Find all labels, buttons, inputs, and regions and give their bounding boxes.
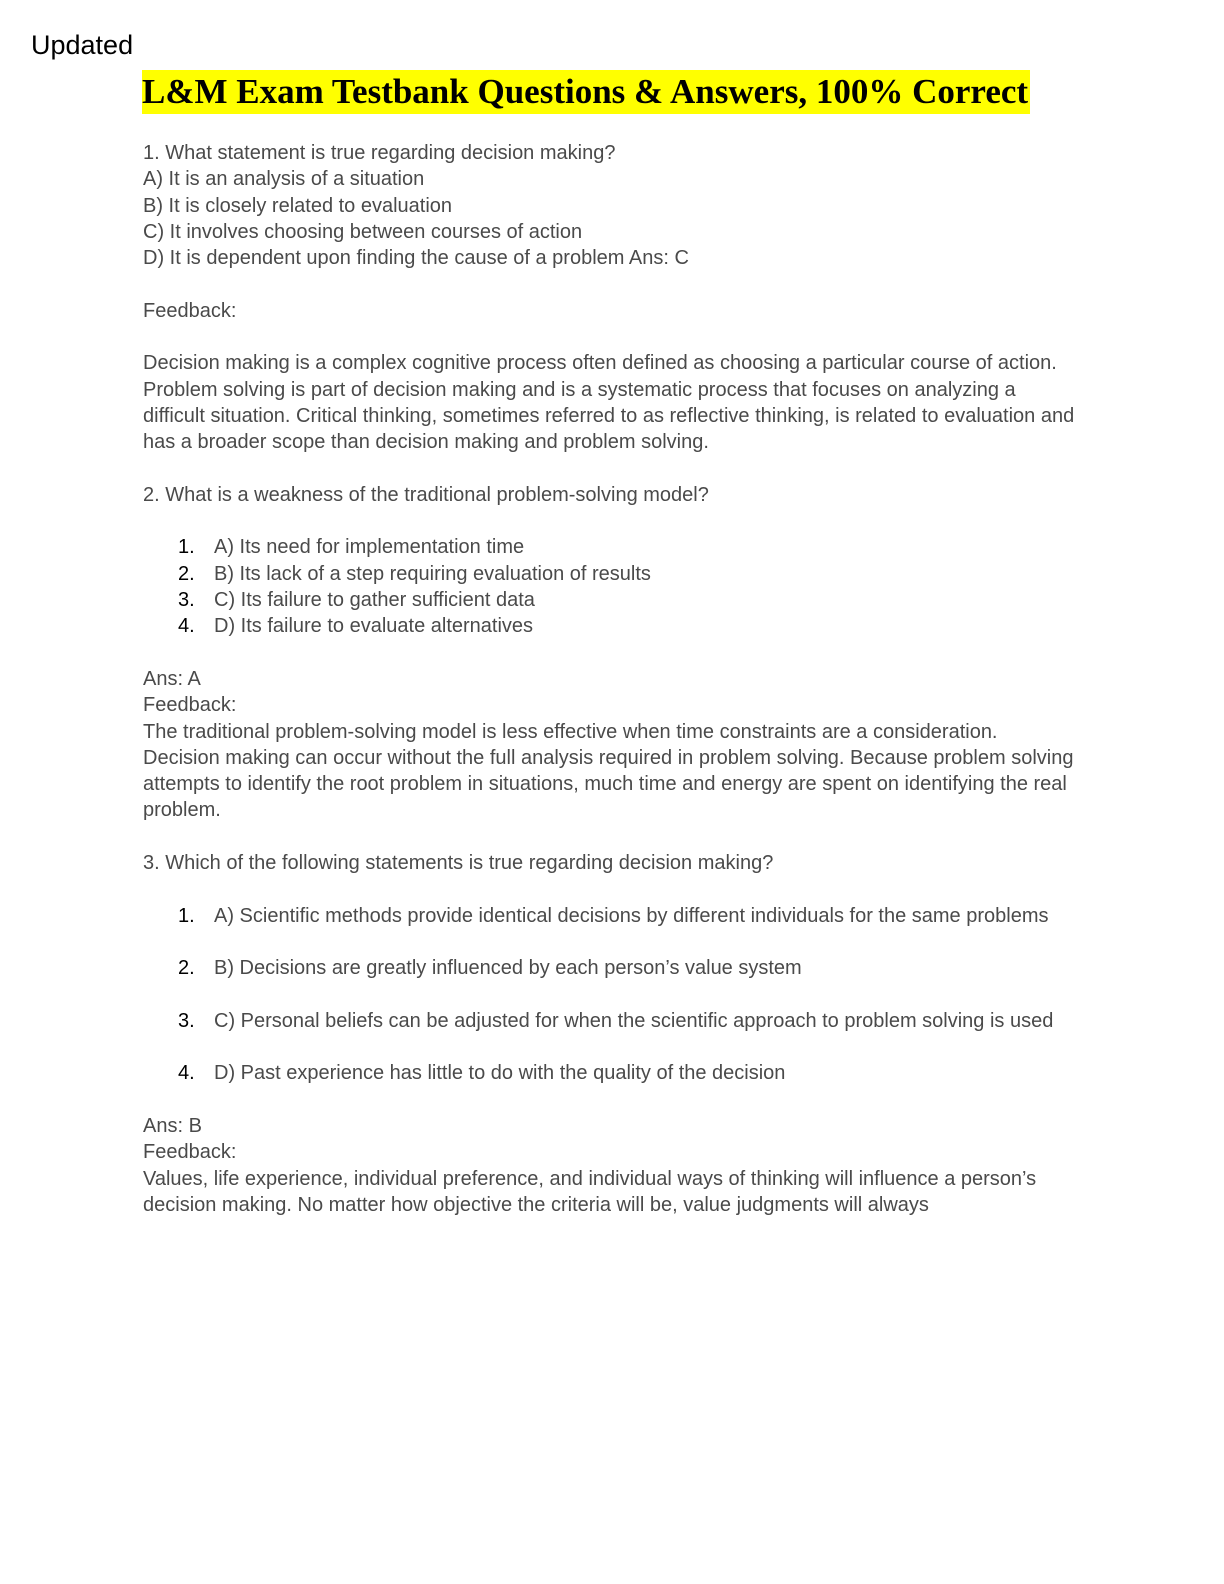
updated-label: Updated <box>31 30 134 60</box>
q2-option-a <box>143 534 1078 560</box>
q2-options-list <box>143 534 1078 639</box>
q2-option-a-text: A) Its need for implementation time <box>214 536 525 559</box>
q2-feedback-label: Feedback: <box>143 694 237 717</box>
question-3 <box>143 850 1078 1218</box>
q3-feedback-text: Values, life experience, individual preference, and individual ways of thinking will influence a person’s decision making. No matter how objective the criteria will be, value judgments will always <box>143 1167 1037 1216</box>
question-2-text: 2. What is a weakness of the traditional problem-solving model? <box>143 483 709 506</box>
q1-feedback-label: Feedback: <box>143 299 237 322</box>
question-2 <box>143 482 1078 824</box>
q3-option-d <box>143 1060 1078 1086</box>
document-title: L&M Exam Testbank Questions & Answers, 100% Correct <box>142 70 1030 114</box>
q2-option-d-number: 4. <box>178 615 195 638</box>
document-body <box>143 140 1078 1218</box>
q1-option-a: A) It is an analysis of a situation <box>143 168 425 191</box>
q1-option-b: B) It is closely related to evaluation <box>143 194 453 217</box>
q2-option-b-number: 2. <box>178 562 195 585</box>
q2-option-d-text: D) Its failure to evaluate alternatives <box>214 615 534 638</box>
q3-option-a-text: A) Scientific methods provide identical decisions by different individuals for the same problems <box>214 904 1049 927</box>
question-1 <box>143 140 1078 456</box>
q2-option-b-text: B) Its lack of a step requiring evaluation of results <box>214 562 651 585</box>
q3-option-c-text: C) Personal beliefs can be adjusted for when the scientific approach to problem solving is used <box>214 1009 1054 1032</box>
q2-feedback-text: The traditional problem-solving model is less effective when time constraints are a consideration. Decision making can occur without the full analysis required in problem solving. Because problem solving attempts to identify the root problem in situations, much time and energy are spent on identifying the real problem. <box>143 720 1074 822</box>
question-1-text: 1. What statement is true regarding decision making? <box>143 142 616 164</box>
q2-option-b <box>143 561 1078 587</box>
q2-option-c-number: 3. <box>178 589 195 612</box>
q3-option-b <box>143 955 1078 981</box>
q1-option-c: C) It involves choosing between courses of action <box>143 220 583 243</box>
q1-feedback-text: Decision making is a complex cognitive process often defined as choosing a particular course of action. Problem solving is part of decision making and is a systematic process that focuses on analyzing a difficult situation. Critical thinking, sometimes referred to as reflective thinking, is related to evaluation and has a broader scope than decision making and problem solving. <box>143 352 1075 454</box>
q3-options-list <box>143 903 1078 1087</box>
q3-option-d-number: 4. <box>178 1062 195 1085</box>
question-3-text: 3. Which of the following statements is true regarding decision making? <box>143 852 774 875</box>
q2-option-c <box>143 587 1078 613</box>
q3-option-a <box>143 903 1078 929</box>
q2-option-d <box>143 613 1078 639</box>
q2-option-c-text: C) Its failure to gather sufficient data <box>214 589 535 612</box>
q3-option-d-text: D) Past experience has little to do with the quality of the decision <box>214 1062 786 1085</box>
q2-option-a-number: 1. <box>178 536 195 559</box>
q3-option-c-number: 3. <box>178 1009 195 1032</box>
q3-feedback-label: Feedback: <box>143 1141 237 1164</box>
q2-answer: Ans: A <box>143 667 201 690</box>
q3-option-a-number: 1. <box>178 904 195 927</box>
q3-option-b-text: B) Decisions are greatly influenced by each person’s value system <box>214 957 802 980</box>
q3-option-c <box>143 1008 1078 1034</box>
q3-answer: Ans: B <box>143 1114 202 1137</box>
q3-option-b-number: 2. <box>178 957 195 980</box>
q1-option-d: D) It is dependent upon finding the cause of a problem Ans: C <box>143 247 689 270</box>
